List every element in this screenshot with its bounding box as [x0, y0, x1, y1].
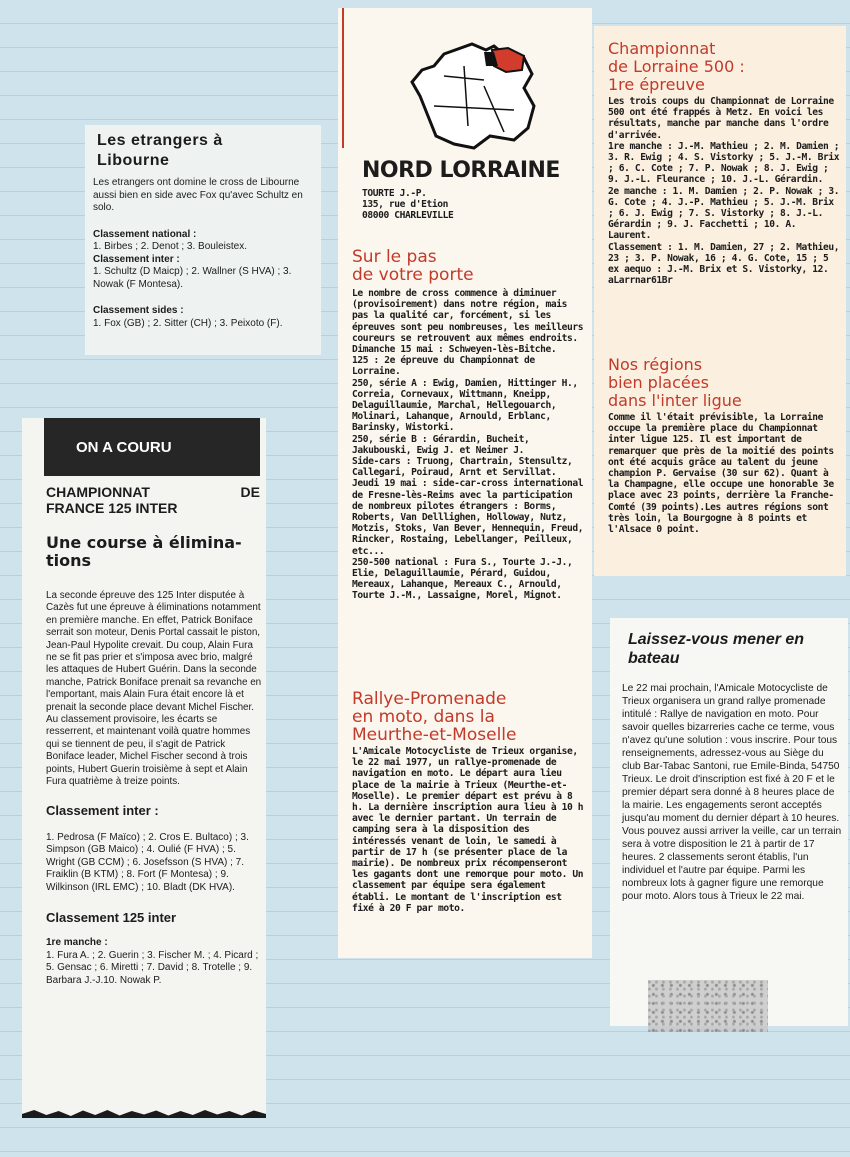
porte-body: [352, 288, 584, 602]
rallye-heading-line-3: Meurthe-et-Moselle: [352, 725, 517, 745]
lorraine-para-3: 2e manche : 1. M. Damien ; 2. P. Nowak ; 3. G. Cote ; 4. J.-P. Mathieu ; 5. J.-M. Brix ; 6. J. Ewig ; 7. S. Vistorky ; 8. J.-L. Gérardin ; 9. J. Facchetti ; 10. A. Laurent.: [608, 185, 840, 242]
on-a-couru-banner: ON A COURU: [44, 418, 260, 476]
sides-text: 1. Fox (GB) ; 2. Sitter (CH) ; 3. Peixoto (F).: [93, 317, 283, 329]
rallye-heading-line-2: en moto, dans la: [352, 707, 495, 727]
clipping-nord-lorraine: [338, 8, 592, 958]
c125-ranking-heading: Classement 125 inter: [46, 910, 177, 925]
bateau-para: Le 22 mai prochain, l'Amicale Motocycliste de Trieux organisera un grand rallye promenade intitulé : Rallye de navigation en moto. Pour savoir quelles bizarreries cache ce terme, vous n'avez qu'une solution : vous inscrire. Pour tous renseignements, adressez-vous au Siège du club Bar-Tabac Santoni, rue Emile-Binda, 54750 Trieux. Le droit d'inscription est fixé à 20 F et le premier départ sera donné à 8 heures place de la mairie. Les engagements seront acceptés jusqu'au moment du dernier départ à 10 heures. Vous pouvez aussi arriver la veille, car un terrain sera à votre disposition le 21 à partir de 17 heures. 2 classements seront établis, l'un individuel et l'autre par équipe. Parmi les nombreux lots à gagner figure une remorque pour moto. Alors tous à Trieux le 22 mai.: [622, 683, 842, 902]
national-text: 1. Birbes ; 2. Denot ; 3. Bouleistex.: [93, 241, 247, 252]
addr-line-3: 08000 CHARLEVILLE: [362, 210, 454, 222]
stamp-image: [648, 980, 768, 1032]
lorraine-500-heading: [608, 40, 745, 94]
france-map-icon: [374, 36, 564, 156]
red-rule: [342, 8, 344, 148]
rallye-heading: [352, 690, 516, 744]
addr-line-1: TOURTE J.-P.: [362, 188, 427, 199]
title-line-1: Les etrangers à: [97, 132, 223, 149]
lorraine-para-5: aLarrnar61Br: [608, 275, 673, 287]
nord-lorraine-logo: NORD LORRAINE: [362, 158, 560, 183]
lorraine-500-body: [608, 96, 840, 286]
title-line-2: Libourne: [97, 152, 170, 169]
clipping-libourne: [85, 125, 321, 355]
lorraine-heading-line-3: 1re épreuve: [608, 75, 705, 94]
manche-heading: 1re manche :: [46, 937, 108, 948]
porte-para-5: 250, série B : Gérardin, Bucheit, Jakubouski, Ewig J. et Neimer J.: [352, 433, 530, 456]
subtitle-line-1: CHAMPIONNAT: [46, 484, 150, 500]
sides-heading: Classement sides :: [93, 305, 184, 316]
torn-edge: [22, 1108, 266, 1118]
clipping-libourne-title: [97, 131, 313, 171]
rallye-para: L'Amicale Motocycliste de Trieux organise, le 22 mai 1977, un rallye-promenade de navigation en moto. Le départ aura lieu place de la mairie à Trieux (Meurthe-et-Moselle). Le premier départ est prévu à 8 h. La dernière inscription aura lieu à 10 h avec le dernier partant. Un terrain de camping sera à la disposition des intéressés venant de loin, le samedi à partir de 17 h (se présenter place de la mairie). De nombreux prix récompenseront les gagants dont une remorque pour moto. Un classement par équipe sera également établi. Le montant de l'inscription est fixé à 20 F par moto.: [352, 746, 584, 914]
intro-text: Les etrangers ont domine le cross de Libourne aussi bien en side avec Fox qu'avec Schultz en solo.: [93, 177, 303, 213]
clipping-championnat-125: [22, 418, 266, 1118]
lorraine-para-2: 1re manche : J.-M. Mathieu ; 2. M. Damien ; 3. R. Ewig ; 4. S. Vistorky ; 5. J.-M. Brix ; 6. C. Cote ; 7. P. Nowak ; 8. J. Ewig ; 9. J.-L. Fleurance ; 10. J.-L. Gérardin.: [608, 140, 840, 186]
regions-body: [608, 412, 840, 535]
regions-para: Comme il l'était prévisible, la Lorraine occupe la première place du Championnat inter ligue 125. Il est important de remarquer que près de la moitié des points ont été acquis grâce au talent du jeune champion P. Gervaise (30 sur 62). Quant à la Champagne, elle occupe une honorable 3e place avec 23 points, derrière la Franche-Comté (39 points).Les autres régions sont très loin, la Bourgogne à 8 points et l'Alsace 0 point.: [608, 412, 834, 536]
address-block: [362, 188, 453, 222]
inter-ranking-text: 1. Pedrosa (F Maïco) ; 2. Cros E. Bultaco) ; 3. Simpson (GB Maico) ; 4. Oulié (F HVA) ; 5. Wright (GB CCM) ; 6. Josefsson (S HVA) ; 7. Fraiklin (B KTM) ; 8. Fort (F Montesa) ; 9. Wilkinson (IRL EMC) ; 10. Bladt (DK HVA).: [46, 831, 249, 893]
inter-heading: Classement inter :: [93, 253, 180, 265]
regions-heading-line-1: Nos régions: [608, 355, 703, 374]
lorraine-para-1: Les trois coups du Championnat de Lorraine 500 ont été frappés à Metz. En voici les résultats, manche par manche dans l'ordre d'arrivée.: [608, 96, 834, 141]
porte-para-7: Jeudi 19 mai : side-car-cross international de Fresne-lès-Reims avec la participation de nombreux pilotes étrangers : Borms, Roberts, Van Delllighen, Holloway, Nutz, Motzis, Stoks, Van Bever, Hennequin, Freud, Rincker, Rostaing, Lebellanger, Peilleux, etc...: [352, 478, 584, 557]
rallye-heading-line-1: Rallye-Promenade: [352, 689, 507, 709]
manche-text: 1. Fura A. ; 2. Guerin ; 3. Fischer M. ; 4. Picard ; 5. Gensac ; 6. Miretti ; 7. David ; 8. Trotelle ; 9. Barbara J.-J.10. Nowak P.: [46, 949, 259, 986]
lorraine-para-4: Classement : 1. M. Damien, 27 ; 2. Mathieu, 23 ; 3. P. Nowak, 16 ; 4. G. Cote, 15 ; 5 ex aequo : J.-M. Brix et S. Vistorky, 12.: [608, 241, 840, 276]
porte-para-4: 250, série A : Ewig, Damien, Hittinger H., Correia, Cornevaux, Wittmann, Kneipp, Delaguillaumie, Marchal, Hellegouarch, Molinari, Lahanque, Arnould, Erblanc, Barinsky, Wistorki.: [352, 377, 578, 434]
championnat-body: [46, 590, 262, 987]
inter-ranking-heading: Classement inter :: [46, 802, 159, 818]
regions-heading: [608, 356, 742, 410]
championnat-subtitle: [46, 484, 260, 516]
porte-para-8: 250-500 national : Fura S., Tourte J.-J., Elie, Delaguillaumie, Pérard, Guidou, Mereaux, Lahanque, Mereaux C., Arnould, Tourte J.-M., Lassaigne, Morel, Mignot.: [352, 556, 573, 602]
porte-para-2: Dimanche 15 mai : Schweyen-lès-Bitche.: [352, 344, 557, 356]
national-heading: Classement national :: [93, 228, 197, 240]
porte-heading: [352, 248, 474, 284]
lorraine-heading-line-2: de Lorraine 500 :: [608, 57, 745, 76]
lorraine-heading-line-1: Championnat: [608, 39, 716, 58]
clipping-bateau: [610, 618, 848, 1026]
clipping-lorraine-500: [594, 26, 846, 576]
addr-line-2: 135, rue d'Etion: [362, 199, 449, 211]
regions-heading-line-2: bien placées: [608, 373, 709, 392]
porte-para-1: Le nombre de cross commence à diminuer (provisoirement) dans notre région, mais pas la qualité car, forcément, si les épreuves sont peu nombreuses, les meilleurs coureurs se retrouvent aux mêmes endroits.: [352, 288, 584, 344]
porte-para-6: Side-cars : Truong, Chartrain, Stensultz, Callegari, Poiraud, Arnt et Servillat.: [352, 456, 573, 479]
porte-heading-line-1: Sur le pas: [352, 247, 437, 267]
bateau-body: [622, 682, 844, 903]
regions-heading-line-3: dans l'inter ligue: [608, 391, 742, 410]
porte-para-3: 125 : 2e épreuve du Championnat de Lorraine.: [352, 355, 535, 378]
bateau-heading: Laissez-vous mener en bateau: [628, 631, 805, 667]
elimination-heading: Une course à élimina-tions: [46, 533, 242, 570]
subtitle-de: DE: [240, 484, 260, 500]
rallye-body: [352, 746, 584, 914]
race-report-text: La seconde épreuve des 125 Inter disputée à Cazès fut une épreuve à éliminations notamment en première manche. En effet, Patrick Boniface serrait son moteur, Denis Portal cassait le piston, Jean-Paul Hypolite crevait. Du coup, Alain Fura ne se fit pas prier et s'imposa avec brio, malgré les attaques de Hubert Guérin. Dans la seconde manche, Patrick Boniface prenait sa revanche en l'emportant, mais Alain Fura était encore là et prenait la seconde place devant Michel Fischer. Au classement provisoire, les écarts se resserrent, et maintenant voilà quatre hommes qui se tiennent de peu, il s'agit de Patrick Boniface leader, Michel Fischer second à trois points, Hubert Guerin troisième à sept et Alain Fura quatrième à treize points.: [46, 590, 262, 788]
inter-text: 1. Schultz (D Maicp) ; 2. Wallner (S HVA) ; 3. Nowak (F Montesa).: [93, 266, 292, 290]
subtitle-line-2: FRANCE 125 INTER: [46, 500, 178, 516]
porte-heading-line-2: de votre porte: [352, 265, 474, 285]
